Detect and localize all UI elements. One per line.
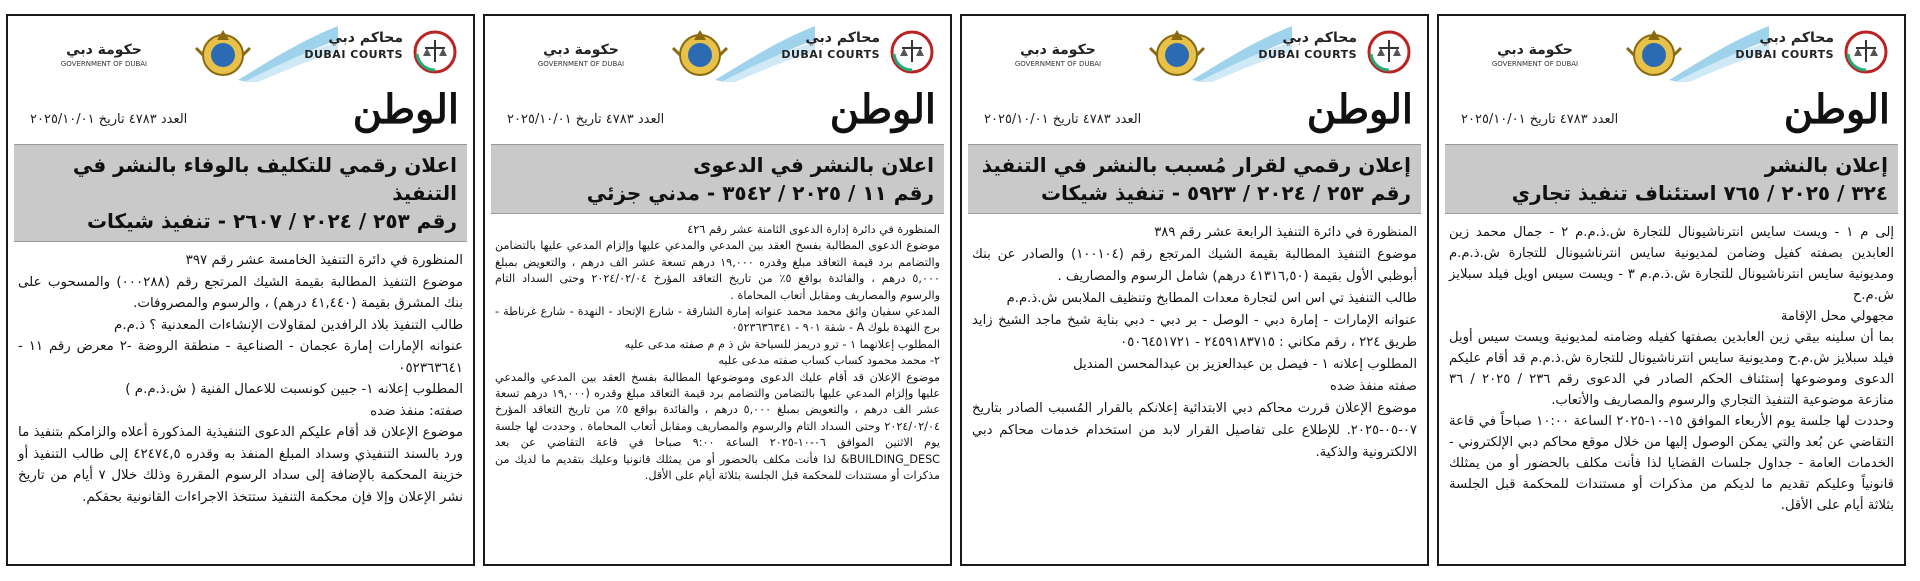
dubai-courts-emblem-icon — [888, 30, 936, 74]
title-line: إعلان بالنشر — [1764, 153, 1888, 177]
court-name-en: DUBAI COURTS — [1258, 48, 1357, 61]
legal-notice-payment-order — [6, 14, 475, 566]
newspaper-name: الوطن — [1783, 86, 1890, 133]
notice-body — [962, 214, 1427, 464]
body-paragraph: المطلوب إعلانهما ١ - ترو دريمز للسياحة ش ذ م م صفته مدعى عليه — [624, 337, 940, 351]
body-paragraph: موضوع التنفيذ المطالبة بقيمة الشيك المرتجع رقم (٠٠٠٢٨٨) والمسحوب على بنك المشرق بقيمة (٤١,٤٤٠ درهم) ، والرسوم والمصروفات. — [18, 274, 463, 311]
court-name-ar: محاكم دبي — [328, 30, 403, 46]
newspaper-name: الوطن — [829, 86, 936, 133]
body-paragraph: طالب التنفيذ تي اس اس لتجارة معدات المطابخ وتنظيف الملابس ش.ذ.م.م — [1006, 291, 1417, 306]
legal-notice-reasoned-decision — [960, 14, 1429, 566]
government-name — [501, 42, 661, 68]
government-name-ar: حكومة دبي — [66, 42, 142, 58]
masthead — [485, 86, 950, 144]
notice-body — [8, 242, 473, 508]
government-name-ar: حكومة دبي — [1497, 42, 1573, 58]
government-name-ar: حكومة دبي — [543, 42, 619, 58]
body-paragraph: المطلوب إعلانه ١- جبين كونسبت للاعمال الفنية ( ش.ذ.م.م ) — [125, 382, 463, 397]
body-paragraph: ٢- محمد محمود كساب كساب صفته مدعى عليه — [718, 354, 940, 368]
court-name-en: DUBAI COURTS — [304, 48, 403, 61]
title-line: اعلان رقمي للتكليف بالوفاء بالنشر في التنفيذ — [72, 153, 457, 205]
body-paragraph: عنوانه الإمارات - إمارة دبي - الوصل - بر دبي - دبي بناية شيخ ماجد الشيخ زايد طريق ٢٢٤ ، رقم مكاني : ٢٤٥٩١٨٣٧١٥ - ٠٥٠٦٤٥١٧٢١ — [972, 313, 1417, 350]
legal-notice-lawsuit — [483, 14, 952, 566]
notice-title — [968, 144, 1421, 214]
body-paragraph: المنظورة في دائرة إدارة الدعوى الثامنة عشر رقم ٤٢٦ — [687, 223, 940, 236]
newspaper-name: الوطن — [352, 86, 459, 133]
court-name-ar: محاكم دبي — [805, 30, 880, 46]
body-paragraph: المدعي سفيان وائق محمد محمد عنوانه إمارة الشارقة - شارع الإتحاد - النهدة - شارع غرناطة - برج النهدة بلوك A - شقة ٩٠١ - ٠٥٢٣٦٣٦٣٤١ — [495, 305, 940, 335]
court-name-en: DUBAI COURTS — [1735, 48, 1834, 61]
court-name — [304, 30, 403, 61]
body-paragraph: إلى م ١ - ويست سايس انترناشيونال للتجارة ش.ذ.م.م ٢ - جمال محمد زين العابدين بصفته كفيل وضامن لمديونية سايس انترناشيونال للتجارة ش.ذ.م.م ومديونية سايس انترناشيونال للتجارة ش.ذ.م.م ٣ - ويست سيس اويل فيلد سبلايز ش.م.ح — [1449, 225, 1895, 303]
government-name-ar: حكومة دبي — [1020, 42, 1096, 58]
body-paragraph: المنظورة في دائرة التنفيذ الرابعة عشر رقم ٣٨٩ — [1154, 225, 1417, 240]
government-name — [978, 42, 1138, 68]
body-paragraph: موضوع الإعلان قد أقام عليكم الدعوى التنفيذية المذكورة أعلاه والزامكم بتنفيذ ما ورد بالسند التنفيذي وسداد المبلغ المنفذ به وقدره ٤٢٤٧٤,٥ إلى طالب التنفيذ أو خزينة المحكمة بالإضافة إلى سداد الرسوم المقررة وذلك خلال ٧ أيام من تاريخ نشر الإعلان وإلا فإن محكمة التنفيذ ستتخذ الاجراءات القانونية بحقكم. — [18, 425, 463, 505]
dubai-courts-emblem-icon — [1842, 30, 1890, 74]
notice-title — [14, 144, 467, 242]
dubai-government-emblem-icon — [671, 26, 729, 80]
body-paragraph: المطلوب إعلانه ١ - فيصل بن عبدالعزيز بن عبدالمحسن المنديل — [1073, 357, 1417, 372]
dubai-government-emblem-icon — [194, 26, 252, 80]
newspaper-name: الوطن — [1306, 86, 1413, 133]
legal-notice-appeal — [1437, 14, 1906, 566]
body-paragraph: موضوع الدعوى المطالبة بفسخ العقد بين المدعي والمدعي عليها وإلزام المدعي عليها بالتضامن والتضامم برد قيمة التعاقد مبلغ وقدره ١٩,٠٠٠ درهم تسعة عشر الف درهم ، والتعويض بمبلغ ٥,٠٠٠ درهم ، والفائدة بواقع ٥٪ من تاريخ التعاقد المؤرخ ٢٠٢٤/٠٢/٠٤ وحتى السداد التام والرسوم والمصاريف ومقابل أتعاب المحاماة . — [495, 239, 940, 302]
government-name-en: GOVERNMENT OF DUBAI — [1014, 60, 1102, 68]
dubai-government-emblem-icon — [1625, 26, 1683, 80]
court-name — [1735, 30, 1834, 61]
body-paragraph: موضوع الإعلان قررت محاكم دبي الابتدائية إعلانكم بالقرار المُسبب الصادر بتاريخ ٠٧-٠٥-٢٠٢٥. للإطلاع على تفاصيل القرار لابد من استخدام خدمات محاكم دبي الالكترونية والذكية. — [972, 401, 1417, 460]
court-name-en: DUBAI COURTS — [781, 48, 880, 61]
masthead — [1439, 86, 1904, 144]
masthead — [962, 86, 1427, 144]
notice-body — [1439, 214, 1904, 516]
body-paragraph: موضوع الإعلان قد أقام عليك الدعوى وموضوعها المطالبة بفسخ العقد بين المدعي والمدعي عليها وإلزام المدعي عليها بالتضامن والتضامم برد قيمة التعاقد مبلغ وقدره (١٩,٠٠٠ درهم تسعة عشر الف درهم ، والتعويض بمبلغ ٥,٠٠٠ درهم ، والفائدة بواقع ٥٪ من تاريخ التعاقد المؤرخ ٢٠٢٤/٠٢/٠٤ وحتى السداد التام والرسوم والمصاريف ومقابل أتعاب المحاماة . وحددت لها جلسة يوم الاثنين الموافق ٠٦-١٠-٢٠٢٥ الساعة ٩:٠٠ صباحا في قاعة التقاضي عن بعد BUILDING_DESC& لذا فأنت مكلف بالحضور أو من يمثلك قانونيا وعليك بتقديم ما لديك من مذكرات أو مستندات للمحكمة قبل الجلسة بثلاثة أيام على الأقل. — [495, 370, 941, 483]
masthead — [8, 86, 473, 144]
body-paragraph: صفته منفذ ضده — [1330, 379, 1417, 394]
title-line: رقم ٢٥٣ / ٢٠٢٤ / ٢٦٠٧ - تنفيذ شيكات — [86, 209, 457, 233]
title-line: رقم ١١ / ٢٠٢٥ / ٣٥٤٢ - مدني جزئي — [586, 181, 934, 205]
title-line: اعلان بالنشر في الدعوى — [693, 153, 934, 177]
title-line: ٣٢٤ / ٢٠٢٥ / ٧٦٥ استئناف تنفيذ تجاري — [1511, 181, 1888, 205]
dubai-government-emblem-icon — [1148, 26, 1206, 80]
logo-bar — [485, 16, 950, 86]
logo-bar — [1439, 16, 1904, 86]
notice-body — [485, 214, 950, 485]
government-name — [1455, 42, 1615, 68]
body-paragraph: طالب التنفيذ بلاد الرافدين لمقاولات الإنشاءات المعدنية ؟ ذ.م.م — [114, 317, 463, 333]
issue-info: العدد ٤٧٨٣ تاريخ ٢٠٢٥/١٠/٠١ — [1461, 112, 1619, 127]
logo-bar — [8, 16, 473, 86]
issue-info: العدد ٤٧٨٣ تاريخ ٢٠٢٥/١٠/٠١ — [30, 112, 188, 127]
court-name — [781, 30, 880, 61]
issue-info: العدد ٤٧٨٣ تاريخ ٢٠٢٥/١٠/٠١ — [984, 112, 1142, 127]
issue-info: العدد ٤٧٨٣ تاريخ ٢٠٢٥/١٠/٠١ — [507, 112, 665, 127]
body-paragraph: موضوع التنفيذ المطالبة بقيمة الشيك المرتجع رقم (١٠٠١٠٤) والصادر عن بنك أبوظبي الأول بقيمة (٤١٣١٦,٥٠ درهم) شامل الرسوم والمصاريف . — [972, 247, 1417, 284]
body-paragraph: بما أن سلينه بيقي زين العابدين بصفتها كفيله وضامنه لمديونية ويست سيس أويل فيلد سبلايز ش.م.ح ومديونية سايس انترناشيونال للتجارة ش.ذ.م.م قد أقام عليكم الدعوى وموضوعها إستئناف الحكم الصادر في الدعوى رقم ٢٣٦ / ٢٠٢٥ / ٣٦ منازعة موضوعية التنفيذ التجاري والرسوم والمصاريف والأتعاب. — [1449, 330, 1895, 408]
body-paragraph: عنوانه الإمارات إمارة عجمان - الصناعية - منطقة الروضة -٢ معرض رقم ١١ - ٠٥٢٣٦٣٦٤١ — [18, 339, 463, 376]
court-name — [1258, 30, 1357, 61]
notice-title — [491, 144, 944, 214]
dubai-courts-emblem-icon — [411, 30, 459, 74]
body-paragraph: المنظورة في دائرة التنفيذ الخامسة عشر رقم ٣٩٧ — [185, 253, 463, 268]
title-line: إعلان رقمي لقرار مُسبب بالنشر في التنفيذ — [981, 153, 1411, 177]
court-name-ar: محاكم دبي — [1759, 30, 1834, 46]
government-name-en: GOVERNMENT OF DUBAI — [60, 60, 148, 68]
logo-bar — [962, 16, 1427, 86]
body-paragraph: مجهولي محل الإقامة — [1780, 309, 1894, 324]
government-name-en: GOVERNMENT OF DUBAI — [1491, 60, 1579, 68]
dubai-courts-emblem-icon — [1365, 30, 1413, 74]
government-name — [24, 42, 184, 68]
title-line: رقم ٢٥٣ / ٢٠٢٤ / ٥٩٢٣ - تنفيذ شيكات — [1040, 181, 1411, 205]
court-name-ar: محاكم دبي — [1282, 30, 1357, 46]
government-name-en: GOVERNMENT OF DUBAI — [537, 60, 625, 68]
body-paragraph: وحددت لها جلسة يوم الأربعاء الموافق ١٥-١٠-٢٠٢٥ الساعة ١٠:٠٠ صباحاً في قاعة التقاضي عن بُعد والتي يمكن الوصول إليها من خلال موقع محاكم دبي الإلكتروني - الخدمات العامة - جداول جلسات القضايا لذا فأنت مكلف بالحضور أو من يمثلك قانونياً وعليكم تقديم ما لديكم من مذكرات أو مستندات للمحكمة قبل الجلسة بثلاثة أيام على الأقل. — [1449, 414, 1894, 513]
notice-title — [1445, 144, 1898, 214]
body-paragraph: صفته: منفذ ضده — [370, 403, 463, 419]
